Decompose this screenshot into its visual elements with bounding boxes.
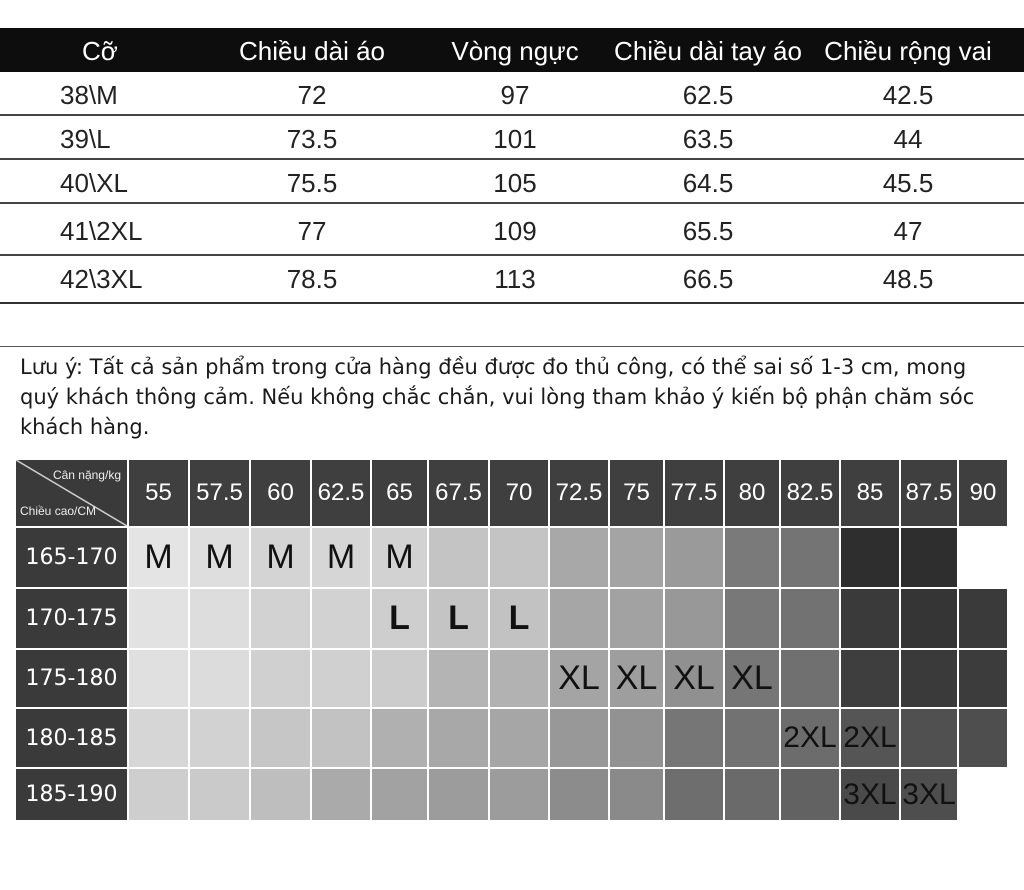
size-table-header bbox=[0, 28, 1024, 72]
size-grid-cell bbox=[839, 526, 899, 587]
table-row bbox=[0, 256, 1024, 302]
cell-chest: 105 bbox=[493, 168, 537, 198]
height-row-header: 170-175 bbox=[16, 587, 127, 648]
size-grid-cell bbox=[427, 707, 488, 767]
size-grid-cell bbox=[723, 648, 779, 707]
note-divider bbox=[0, 346, 1024, 347]
cell-sleeve: 66.5 bbox=[682, 264, 734, 294]
weight-axis-label: Cân nặng/kg bbox=[52, 468, 121, 482]
size-grid-cell bbox=[249, 526, 310, 587]
cell-size: 39\L bbox=[60, 124, 111, 154]
size-grid-cell bbox=[779, 526, 839, 587]
size-grid-cell bbox=[899, 707, 957, 767]
size-grid-cell bbox=[427, 648, 488, 707]
cell-sleeve: 62.5 bbox=[682, 80, 734, 110]
header-chest: Vòng ngực bbox=[451, 36, 579, 66]
size-grid-cell bbox=[188, 648, 249, 707]
table-row bbox=[0, 160, 1024, 204]
cell-size: 38\M bbox=[60, 80, 118, 110]
size-grid-cell bbox=[957, 587, 1007, 648]
size-label: L bbox=[389, 599, 410, 637]
cell-length: 73.5 bbox=[286, 124, 338, 154]
size-label: M bbox=[326, 538, 356, 576]
size-label: XL bbox=[673, 659, 715, 697]
size-grid-cell bbox=[899, 767, 957, 820]
cell-shoulder: 42.5 bbox=[882, 80, 934, 110]
weight-header-cell: 80 bbox=[723, 460, 779, 526]
table-row bbox=[0, 116, 1024, 160]
cell-chest: 113 bbox=[494, 264, 536, 294]
size-grid-cell bbox=[127, 707, 188, 767]
size-grid-cell bbox=[249, 587, 310, 648]
cell-shoulder: 44 bbox=[893, 124, 923, 154]
size-grid-cell bbox=[663, 648, 723, 707]
size-grid-cell bbox=[188, 526, 249, 587]
size-label: M bbox=[144, 538, 173, 576]
size-grid-cell bbox=[188, 767, 249, 820]
size-guide-grid bbox=[16, 460, 1024, 820]
size-grid-cell bbox=[370, 587, 427, 648]
size-grid-cell bbox=[127, 526, 188, 587]
weight-header-cell: 62.5 bbox=[310, 460, 370, 526]
size-grid-cell bbox=[608, 767, 663, 820]
weight-header-cell: 75 bbox=[608, 460, 663, 526]
cell-length: 77 bbox=[297, 216, 327, 246]
size-grid-cell bbox=[723, 587, 779, 648]
weight-header-cell: 72.5 bbox=[548, 460, 608, 526]
weight-header-cell: 65 bbox=[370, 460, 427, 526]
cell-shoulder: 47 bbox=[893, 216, 923, 246]
size-grid-cell bbox=[310, 707, 370, 767]
size-grid-cell bbox=[839, 587, 899, 648]
size-grid-cell bbox=[310, 767, 370, 820]
size-grid-cell bbox=[779, 587, 839, 648]
size-grid-cell bbox=[127, 767, 188, 820]
size-grid-cell bbox=[127, 648, 188, 707]
size-label: 2XL bbox=[783, 721, 837, 754]
size-grid-cell bbox=[310, 587, 370, 648]
weight-header-cell: 70 bbox=[488, 460, 548, 526]
size-grid-cell bbox=[899, 526, 957, 587]
cell-chest: 101 bbox=[493, 124, 537, 154]
size-grid-cell bbox=[188, 707, 249, 767]
size-grid-cell bbox=[839, 707, 899, 767]
size-grid-cell bbox=[548, 767, 608, 820]
size-grid-cell bbox=[723, 707, 779, 767]
cell-size: 40\XL bbox=[60, 168, 128, 198]
size-grid-cell bbox=[608, 526, 663, 587]
size-grid-cell bbox=[957, 526, 1007, 587]
size-grid-cell bbox=[839, 648, 899, 707]
weight-header-cell: 55 bbox=[127, 460, 188, 526]
size-grid-cell bbox=[127, 587, 188, 648]
header-size: Cỡ bbox=[82, 36, 118, 66]
size-label: L bbox=[448, 599, 469, 637]
weight-header-cell: 82.5 bbox=[779, 460, 839, 526]
size-grid-cell bbox=[957, 707, 1007, 767]
size-grid-cell bbox=[663, 526, 723, 587]
weight-header-cell: 77.5 bbox=[663, 460, 723, 526]
size-grid-cell bbox=[548, 648, 608, 707]
size-grid-cell bbox=[249, 767, 310, 820]
size-grid-cell bbox=[608, 707, 663, 767]
cell-chest: 97 bbox=[500, 80, 530, 110]
size-label: L bbox=[508, 599, 530, 637]
cell-length: 72 bbox=[297, 80, 327, 110]
size-label: XL bbox=[615, 659, 658, 697]
height-row-header: 180-185 bbox=[16, 707, 127, 767]
cell-chest: 109 bbox=[493, 216, 537, 246]
weight-header-cell: 60 bbox=[249, 460, 310, 526]
size-grid-cell bbox=[427, 767, 488, 820]
weight-header-cell: 87.5 bbox=[899, 460, 957, 526]
weight-header-cell: 85 bbox=[839, 460, 899, 526]
size-grid-cell bbox=[548, 707, 608, 767]
size-grid-cell bbox=[779, 648, 839, 707]
cell-shoulder: 48.5 bbox=[882, 264, 934, 294]
table-row bbox=[0, 72, 1024, 116]
size-label: 2XL bbox=[843, 721, 897, 754]
height-row-header: 175-180 bbox=[16, 648, 127, 707]
grid-corner bbox=[16, 460, 127, 526]
header-length: Chiều dài áo bbox=[239, 36, 385, 66]
size-grid-cell bbox=[370, 526, 427, 587]
size-grid-cell bbox=[899, 648, 957, 707]
size-grid-cell bbox=[663, 587, 723, 648]
size-grid-cell bbox=[839, 767, 899, 820]
header-sleeve: Chiều dài tay áo bbox=[614, 36, 802, 66]
size-grid-cell bbox=[488, 767, 548, 820]
size-grid-cell bbox=[488, 707, 548, 767]
table-divider bbox=[0, 302, 1024, 304]
size-grid-cell bbox=[427, 587, 488, 648]
size-label: M bbox=[205, 538, 234, 576]
size-label: 3XL bbox=[843, 777, 897, 811]
size-label: 3XL bbox=[902, 777, 956, 811]
height-row-header: 185-190 bbox=[16, 767, 127, 820]
cell-length: 78.5 bbox=[286, 264, 338, 294]
height-axis-label: Chiều cao/CM bbox=[20, 504, 97, 518]
size-label: M bbox=[266, 538, 295, 576]
size-table bbox=[0, 28, 1024, 302]
size-grid-cell bbox=[249, 648, 310, 707]
size-grid-cell bbox=[608, 587, 663, 648]
size-grid-cell bbox=[488, 587, 548, 648]
size-grid-cell bbox=[427, 526, 488, 587]
size-grid-cell bbox=[779, 767, 839, 820]
size-grid-cell bbox=[548, 526, 608, 587]
size-grid-cell bbox=[663, 707, 723, 767]
size-grid-cell bbox=[188, 587, 249, 648]
size-grid-cell bbox=[723, 526, 779, 587]
cell-length: 75.5 bbox=[286, 168, 338, 198]
size-grid-cell bbox=[548, 587, 608, 648]
weight-header-cell: 67.5 bbox=[427, 460, 488, 526]
size-grid-cell bbox=[310, 648, 370, 707]
size-grid-cell bbox=[899, 587, 957, 648]
size-grid-cell bbox=[779, 707, 839, 767]
size-grid-cell bbox=[957, 648, 1007, 707]
size-label: XL bbox=[731, 659, 773, 697]
cell-shoulder: 45.5 bbox=[882, 168, 934, 198]
cell-sleeve: 63.5 bbox=[682, 124, 734, 154]
size-grid-cell bbox=[249, 707, 310, 767]
cell-sleeve: 65.5 bbox=[682, 216, 734, 246]
size-grid-cell bbox=[957, 767, 1007, 820]
cell-size: 42\3XL bbox=[60, 264, 143, 294]
weight-header-cell: 57.5 bbox=[188, 460, 249, 526]
size-label: M bbox=[385, 538, 414, 576]
size-grid-cell bbox=[608, 648, 663, 707]
size-grid-cell bbox=[310, 526, 370, 587]
header-shoulder: Chiều rộng vai bbox=[824, 36, 992, 66]
size-label: XL bbox=[558, 659, 600, 697]
measurement-note: Lưu ý: Tất cả sản phẩm trong cửa hàng đều được đo thủ công, có thể sai số 1-3 cm, mong quý khách thông cảm. Nếu không chắc chắn, vui lòng tham khảo ý kiến bộ phận chăm sóc khách hàng. bbox=[20, 355, 975, 439]
size-grid-cell bbox=[370, 707, 427, 767]
cell-sleeve: 64.5 bbox=[682, 168, 734, 198]
size-grid-cell bbox=[723, 767, 779, 820]
cell-size: 41\2XL bbox=[60, 216, 143, 246]
size-grid-cell bbox=[663, 767, 723, 820]
size-grid-cell bbox=[488, 648, 548, 707]
size-grid-cell bbox=[488, 526, 548, 587]
height-row-header: 165-170 bbox=[16, 526, 127, 587]
table-row bbox=[0, 204, 1024, 256]
weight-header-cell: 90 bbox=[957, 460, 1007, 526]
size-grid-cell bbox=[370, 648, 427, 707]
size-grid-cell bbox=[370, 767, 427, 820]
